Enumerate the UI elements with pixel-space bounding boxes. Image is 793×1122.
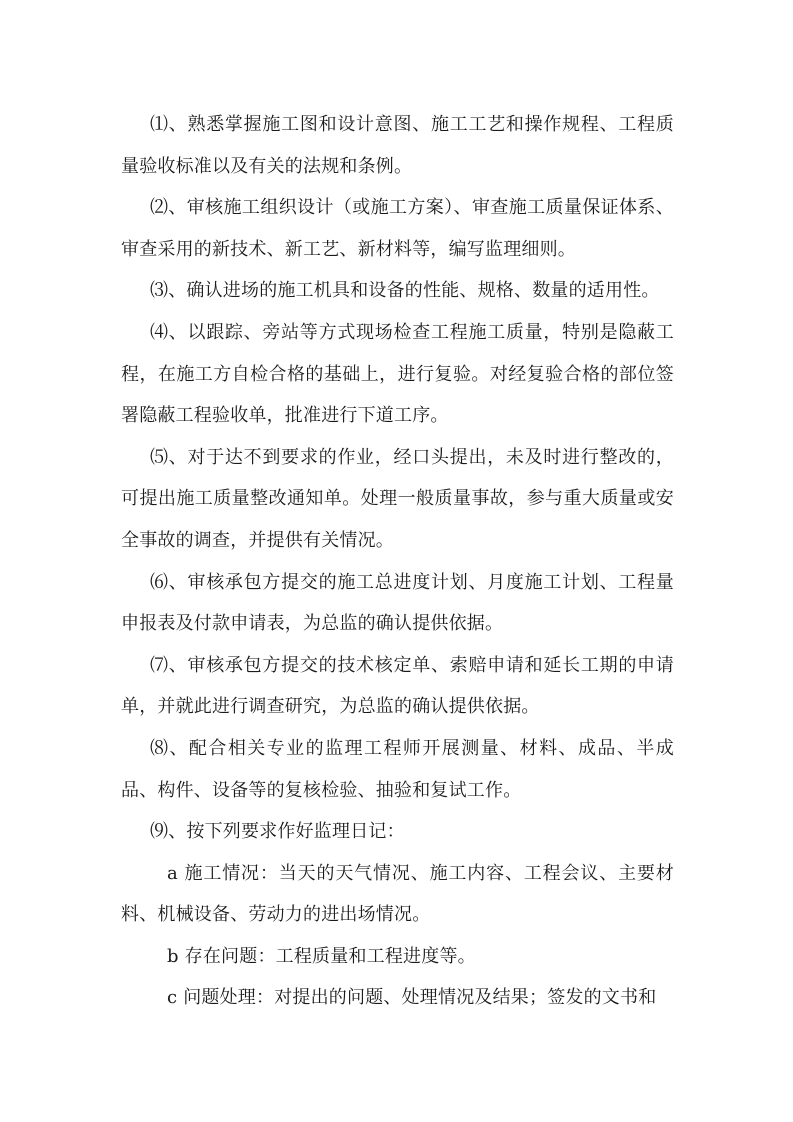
paragraph-item-9: ⑼、按下列要求作好监理日记： <box>150 821 405 843</box>
paragraph-item-6: ⑹、审核承包方提交的施工总进度计划、月度施工计划、工程量申报表及付款申请表，为总监的确认提供依据。 <box>121 571 674 635</box>
paragraph-item-8: ⑻、配合相关专业的监理工程师开展测量、材料、成品、半成品、构件、设备等的复核检验、抽验和复试工作。 <box>121 737 674 801</box>
paragraph-item-4: ⑷、以跟踪、旁站等方式现场检查工程施工质量，特别是隐蔽工程，在施工方自检合格的基础上，进行复验。对经复验合格的部位签署隐蔽工程验收单，批准进行下道工序。 <box>121 321 674 427</box>
paragraph-item-2: ⑵、审核施工组织设计（或施工方案）、审查施工质量保证体系、审查采用的新技术、新工艺、新材料等，编写监理细则。 <box>121 197 674 260</box>
paragraph-item-5: ⑸、对于达不到要求的作业，经口头提出，未及时进行整改的，可提出施工质量整改通知单。处理一般质量事故，参与重大质量或安全事故的调查，并提供有关情况。 <box>121 446 674 551</box>
sub-item-b: b 存在问题：工程质量和工程进度等。 <box>167 945 476 967</box>
sub-item-c: c 问题处理：对提出的问题、处理情况及结果；签发的文书和 <box>167 987 657 1009</box>
paragraph-item-1: ⑴、熟悉掌握施工图和设计意图、施工工艺和操作规程、工程质量验收标准以及有关的法规和条例。 <box>121 114 674 177</box>
paragraph-item-3: ⑶、确认进场的施工机具和设备的性能、规格、数量的适用性。 <box>150 280 660 302</box>
paragraph-item-7: ⑺、审核承包方提交的技术核定单、索赔申请和延长工期的申请单，并就此进行调查研究，为总监的确认提供依据。 <box>121 654 674 718</box>
document-page <box>121 104 674 1019</box>
sub-item-a: a 施工情况：当天的天气情况、施工内容、工程会议、主要材料、机械设备、劳动力的进出场情况。 <box>121 862 674 926</box>
